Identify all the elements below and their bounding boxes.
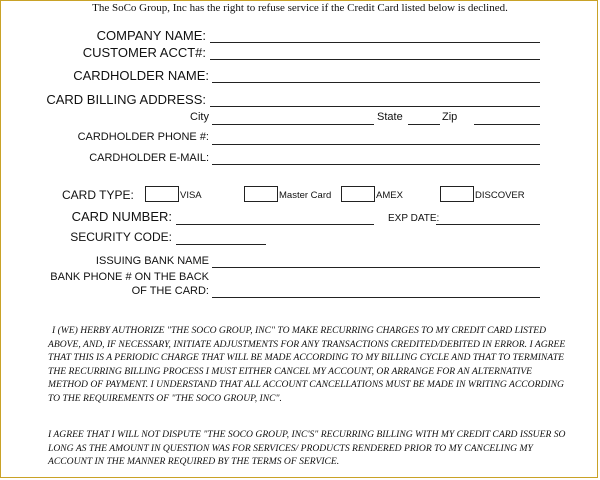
discover-checkbox[interactable]: [440, 186, 474, 202]
state-label: State: [377, 111, 403, 123]
discover-option-label: DISCOVER: [475, 190, 525, 201]
cardholder-name-field[interactable]: [212, 82, 540, 83]
card-number-field[interactable]: [176, 224, 374, 225]
bank-phone-label-line2: OF THE CARD:: [131, 285, 209, 297]
billing-address-label: CARD BILLING ADDRESS:: [46, 92, 206, 107]
mastercard-checkbox[interactable]: [244, 186, 278, 202]
issuing-bank-field[interactable]: [212, 267, 540, 268]
visa-option-label: VISA: [180, 190, 202, 201]
card-type-label: CARD TYPE:: [62, 188, 134, 202]
bank-phone-label-line1: BANK PHONE # ON THE BACK: [50, 271, 209, 283]
city-field[interactable]: [212, 124, 374, 125]
security-code-field[interactable]: [176, 244, 266, 245]
exp-date-field[interactable]: [436, 224, 540, 225]
refusal-notice: The SoCo Group, Inc has the right to refuse service if the Credit Card listed below is declined.: [92, 2, 508, 14]
security-code-label: SECURITY CODE:: [70, 230, 172, 244]
billing-address-field[interactable]: [210, 106, 540, 107]
zip-label: Zip: [442, 111, 458, 123]
mastercard-option-label: Master Card: [279, 190, 332, 201]
customer-acct-label: CUSTOMER ACCT#:: [82, 45, 206, 60]
card-number-label: CARD NUMBER:: [71, 209, 172, 224]
cardholder-phone-label: CARDHOLDER PHONE #:: [77, 131, 209, 143]
cardholder-email-field[interactable]: [212, 164, 540, 165]
city-label: City: [190, 111, 209, 123]
dispute-agreement-paragraph: I AGREE THAT I WILL NOT DISPUTE "THE SOCO GROUP, INC'S" RECURRING BILLING WITH MY CREDIT CARD ISSUER SO LONG AS THE AMOUNT IN QUESTION WAS FOR SERVICES/ PRODUCTS RENDERED PRIOR TO MY CANCELING MY ACCOUNT IN THE MANNER REQUIRED BY THE TERMS OF SERVICE.: [48, 429, 566, 468]
cardholder-email-label: CARDHOLDER E-MAIL:: [89, 152, 209, 164]
visa-checkbox[interactable]: [145, 186, 179, 202]
amex-checkbox[interactable]: [341, 186, 375, 202]
cardholder-name-label: CARDHOLDER NAME:: [73, 68, 209, 83]
bank-phone-field[interactable]: [212, 297, 540, 298]
cardholder-phone-field[interactable]: [212, 144, 540, 145]
amex-option-label: AMEX: [376, 190, 403, 201]
authorization-paragraph: I (WE) HERBY AUTHORIZE "THE SOCO GROUP, INC" TO MAKE RECURRING CHARGES TO MY CREDIT CARD LISTED ABOVE, AND, IF NECESSARY, INITIATE ADJUSTMENTS FOR ANY TRANSACTIONS CREDITED/DEBITED IN ERROR. I AGREE THAT THIS IS A PERIODIC CHARGE THAT WILL BE MADE ACCORDING TO MY BILLING CYCLE AND THAT TO TERMINATE THE RECURRING BILLING PROCESS I MUST EITHER CANCEL MY ACCOUNT, OR ARRANGE FOR AN ALTERNATIVE METHOD OF PAYMENT. I UNDERSTAND THAT ALL ACCOUNT CANCELLATIONS MUST BE MADE IN WRITING ACCORDING TO THE REQUIREMENTS OF "THE SOCO GROUP, INC".: [48, 325, 566, 404]
state-field[interactable]: [408, 124, 440, 125]
issuing-bank-label: ISSUING BANK NAME: [95, 255, 209, 267]
zip-field[interactable]: [474, 124, 540, 125]
exp-date-label: EXP DATE:: [388, 213, 440, 224]
company-name-label: COMPANY NAME:: [96, 28, 206, 43]
customer-acct-field[interactable]: [210, 59, 540, 60]
company-name-field[interactable]: [210, 42, 540, 43]
